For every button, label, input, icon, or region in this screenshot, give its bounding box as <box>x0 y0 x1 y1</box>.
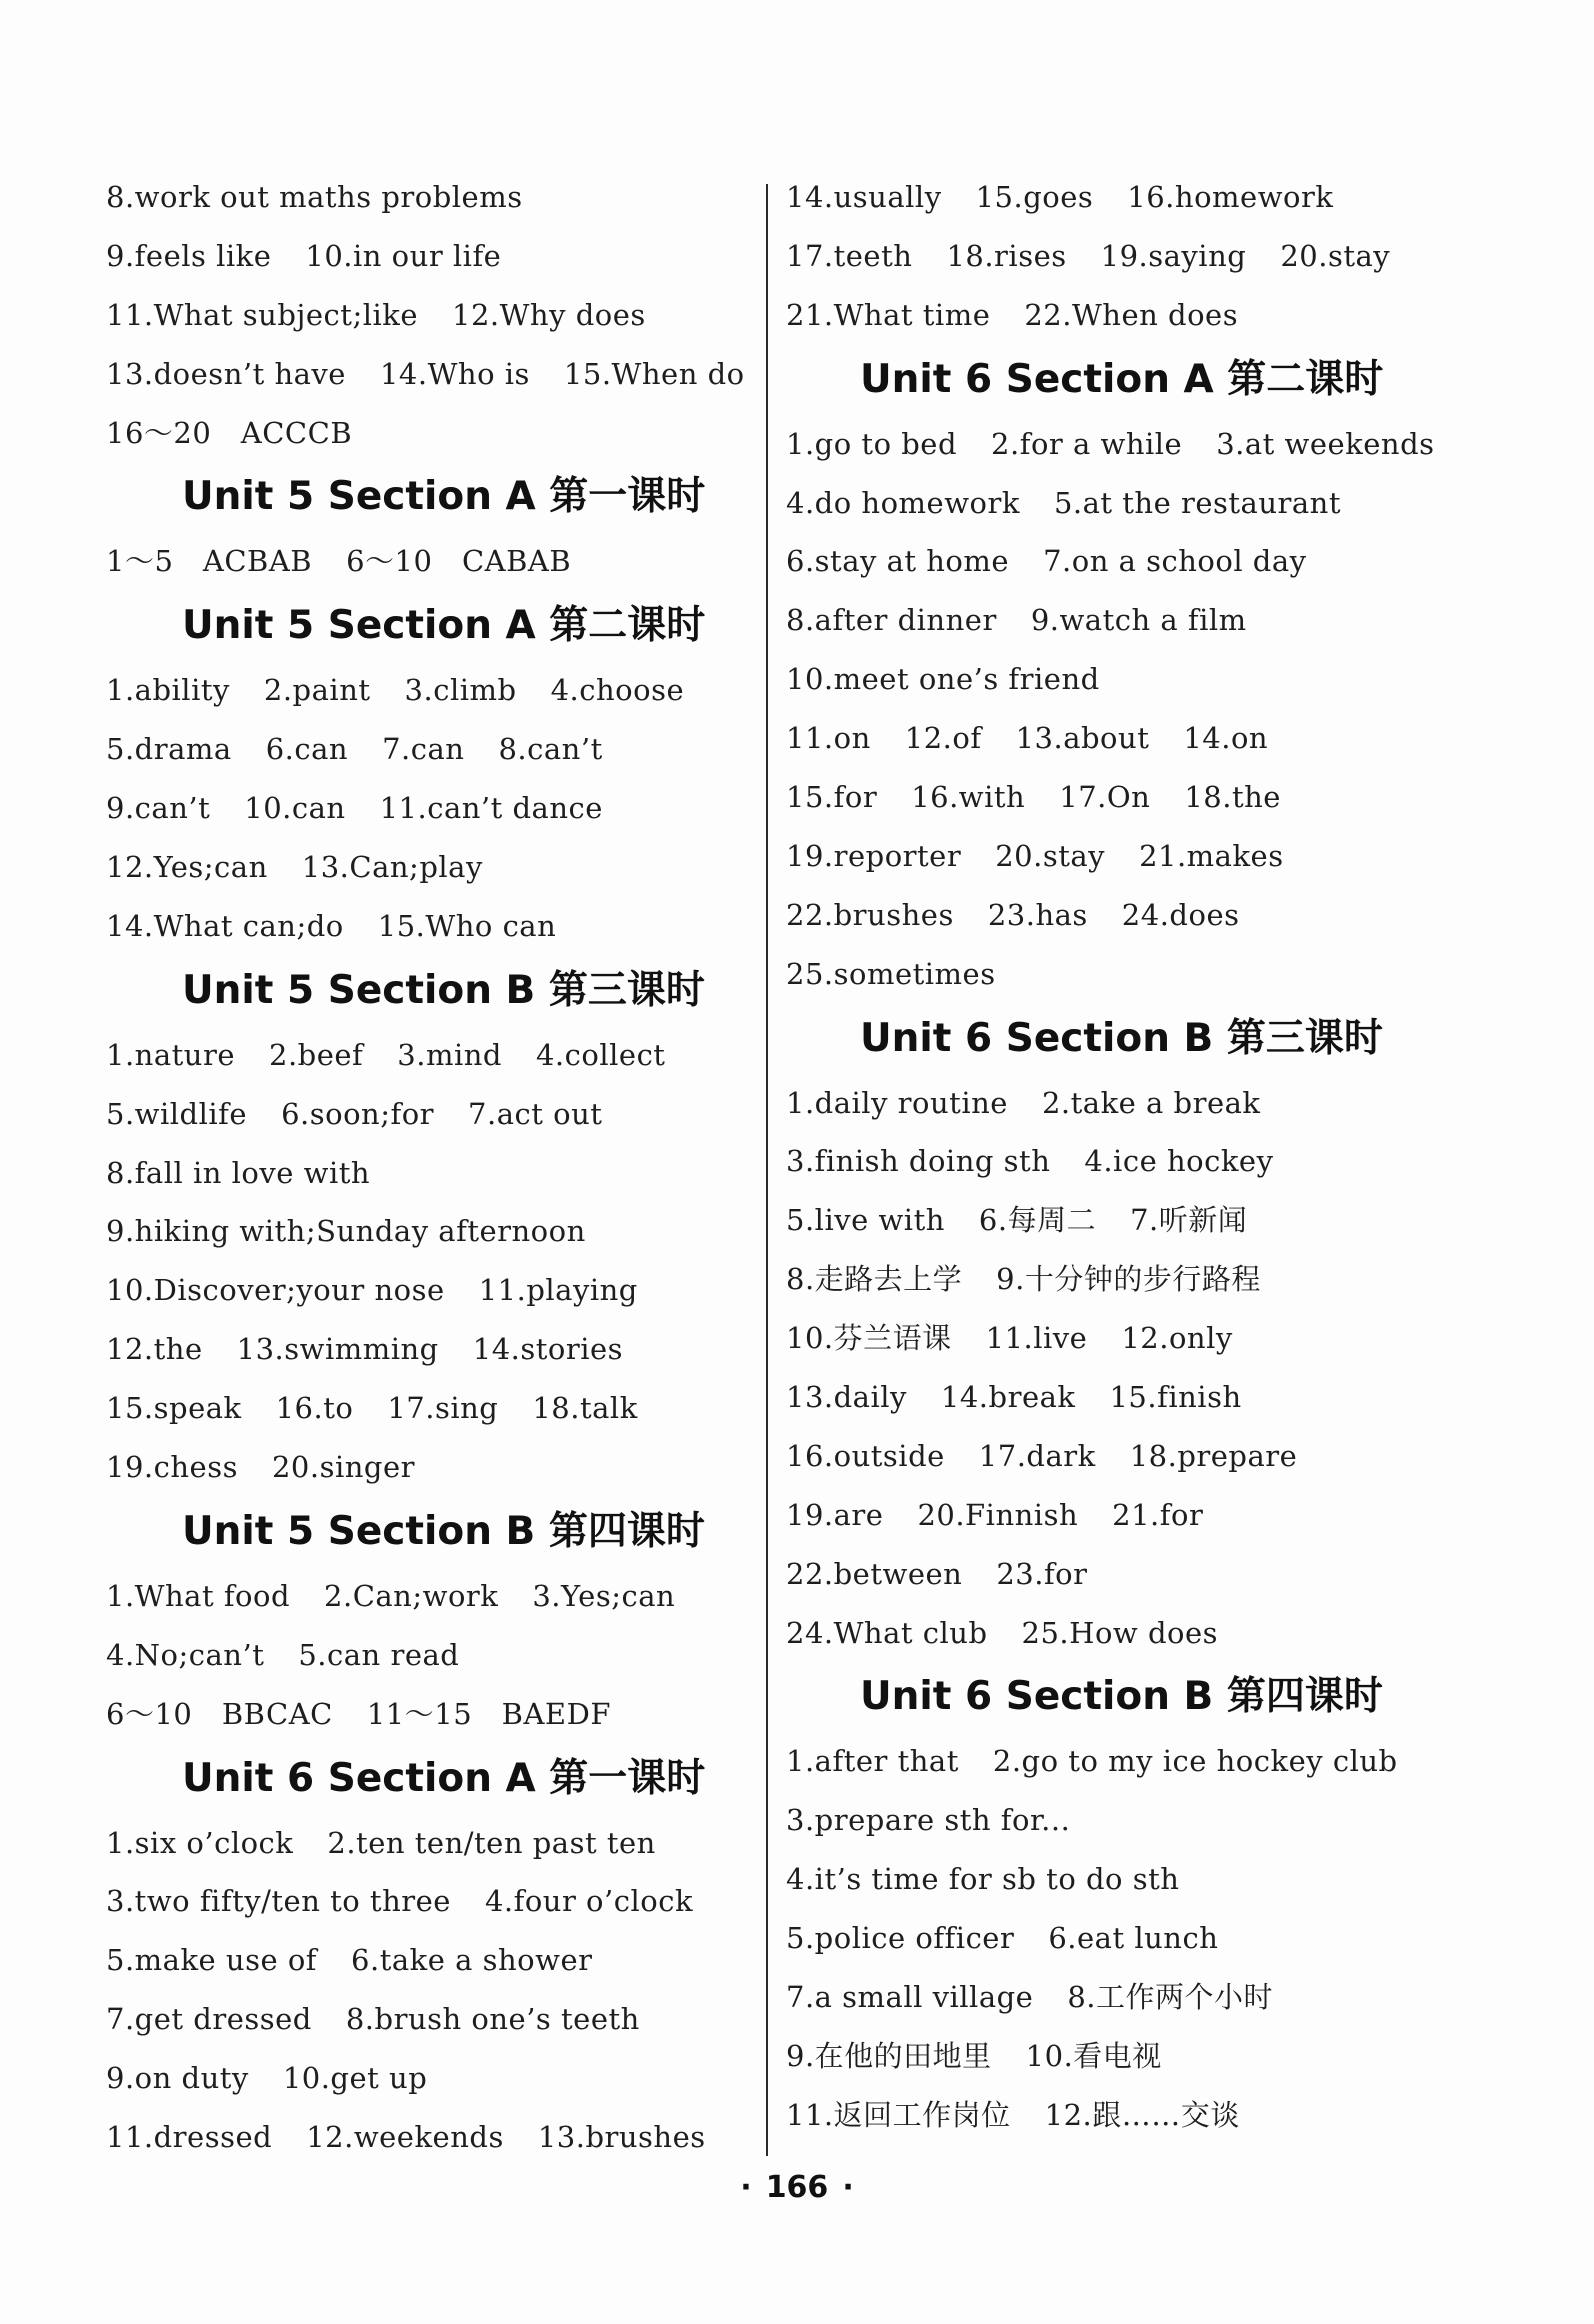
answer-line <box>786 168 1446 227</box>
answer-item: 13.Can;play <box>301 850 483 885</box>
answer-item: 6.stay at home <box>786 544 1010 579</box>
answer-item: 11.playing <box>478 1273 638 1308</box>
answer-item: 4.No;can’t <box>106 1637 265 1672</box>
answer-line <box>106 720 746 779</box>
answer-line <box>786 1486 1446 1545</box>
answer-item: 10.meet one’s friend <box>786 662 1100 697</box>
answer-item: 5.live with <box>786 1203 945 1238</box>
answer-item: 14.What can;do <box>106 908 344 943</box>
answer-item: 6～10 CABAB <box>346 544 572 579</box>
answer-item: 1.daily routine <box>786 1085 1008 1120</box>
answer-item: 1.What food <box>106 1578 291 1613</box>
answer-item: 12.the <box>106 1332 203 1367</box>
answer-item: 4.do homework <box>786 485 1020 520</box>
answer-item: 6～10 BBCAC <box>106 1696 333 1731</box>
answer-item: 9.feels like <box>106 238 272 273</box>
answer-item: 9.watch a film <box>1030 603 1247 638</box>
answer-item: 19.are <box>786 1497 884 1532</box>
answer-line <box>106 1438 746 1497</box>
answer-line <box>786 886 1446 945</box>
answer-item: 6.soon;for <box>281 1096 435 1131</box>
answer-line <box>106 404 746 463</box>
answer-item: 7.get dressed <box>106 2002 312 2037</box>
answer-item: 8.工作两个小时 <box>1067 1980 1274 2015</box>
answer-line <box>106 1626 746 1685</box>
answer-item: 17.On <box>1059 780 1151 815</box>
answer-line <box>106 2049 746 2108</box>
answer-item: 1.ability <box>106 673 230 708</box>
answer-item: 10.in our life <box>305 238 502 273</box>
answer-item: 15.goes <box>975 180 1094 214</box>
answer-line <box>106 1685 746 1744</box>
answer-line <box>106 286 746 345</box>
answer-item: 7.act out <box>468 1096 603 1131</box>
answer-item: 7.a small village <box>786 1980 1034 2015</box>
answer-line <box>786 1732 1446 1791</box>
page-number: 166 <box>765 2170 829 2205</box>
page-footer <box>0 2170 1594 2205</box>
answer-item: 2.ten ten/ten past ten <box>327 1825 656 1860</box>
answer-item: 15.speak <box>106 1391 242 1426</box>
answer-item: 1.after that <box>786 1744 959 1779</box>
answer-item: 23.has <box>987 897 1088 932</box>
answer-item: 5.make use of <box>106 1943 318 1978</box>
answer-line <box>106 661 746 720</box>
answer-item: 4.four o’clock <box>484 1884 694 1919</box>
answer-item: 5.can read <box>298 1637 460 1672</box>
answer-line <box>786 415 1446 474</box>
answer-line <box>106 1261 746 1320</box>
answer-line <box>786 1909 1446 1968</box>
answer-item: 19.saying <box>1100 238 1247 273</box>
answer-item: 14.Who is <box>379 356 530 391</box>
answer-item: 15.for <box>786 780 878 815</box>
answer-item: 13.daily <box>786 1380 907 1415</box>
answer-line <box>106 1320 746 1379</box>
answer-line <box>786 1850 1446 1909</box>
answer-item: 2.take a break <box>1041 1085 1261 1120</box>
answer-item: 22.When does <box>1024 297 1239 332</box>
answer-item: 10.can <box>244 791 346 826</box>
answer-item: 19.reporter <box>786 838 962 873</box>
answer-item: 12.Why does <box>452 297 646 332</box>
answer-item: 22.between <box>786 1556 963 1591</box>
answer-line <box>786 1791 1446 1850</box>
answer-item: 9.十分钟的步行路程 <box>996 1262 1261 1297</box>
answer-item: 2.beef <box>269 1037 364 1072</box>
answer-line <box>786 591 1446 650</box>
answer-line <box>106 897 746 956</box>
answer-item: 12.weekends <box>306 2120 504 2155</box>
answer-line <box>106 1567 746 1626</box>
answer-item: 3.at weekends <box>1216 426 1435 461</box>
answer-line <box>786 1132 1446 1191</box>
answer-item: 5.police officer <box>786 1921 1015 1956</box>
answer-line <box>106 168 746 227</box>
answer-item: 7.can <box>382 732 465 767</box>
answer-item: 1.nature <box>106 1037 235 1072</box>
answer-item: 15.finish <box>1109 1380 1242 1415</box>
answer-item: 18.the <box>1184 780 1281 815</box>
answer-item: 12.跟……交谈 <box>1044 2097 1240 2132</box>
answer-item: 13.swimming <box>236 1332 439 1367</box>
answer-item: 12.Yes;can <box>106 850 268 885</box>
section-heading: Unit 6 Section B 第四课时 <box>860 1674 1383 1720</box>
answer-item: 20.stay <box>995 838 1106 873</box>
answer-item: 5.at the restaurant <box>1053 485 1341 520</box>
answer-line <box>786 227 1446 286</box>
footer-dot-right: · <box>842 2170 854 2205</box>
section-heading: Unit 6 Section B 第三课时 <box>860 1015 1383 1061</box>
answer-item: 9.can’t <box>106 791 211 826</box>
answer-item: 6.每周二 <box>978 1203 1097 1238</box>
answer-item: 9.on duty <box>106 2061 249 2096</box>
answer-item: 1.six o’clock <box>106 1825 294 1860</box>
answer-item: 12.only <box>1121 1321 1233 1356</box>
answer-line <box>786 532 1446 591</box>
answer-line <box>786 650 1446 709</box>
answer-item: 18.talk <box>532 1391 638 1426</box>
answer-item: 4.it’s time for sb to do sth <box>786 1862 1180 1897</box>
answer-item: 14.stories <box>472 1332 624 1367</box>
answer-item: 8.can’t <box>498 732 603 767</box>
answer-item: 6.take a shower <box>351 1943 593 1978</box>
answer-item: 3.Yes;can <box>532 1578 676 1613</box>
answer-item: 15.Who can <box>377 908 557 943</box>
answer-item: 11.dressed <box>106 2120 273 2155</box>
answer-line <box>786 2086 1446 2145</box>
answer-item: 17.dark <box>978 1438 1096 1473</box>
section-heading: Unit 5 Section B 第四课时 <box>182 1508 705 1554</box>
answer-line <box>786 1368 1446 1427</box>
answer-item: 9.hiking with;Sunday afternoon <box>106 1214 586 1249</box>
answer-item: 4.collect <box>535 1037 666 1072</box>
answer-item: 19.chess <box>106 1450 238 1485</box>
answer-line <box>786 709 1446 768</box>
answer-item: 21.makes <box>1139 838 1284 873</box>
answer-item: 10.get up <box>282 2061 428 2096</box>
answer-item: 8.after dinner <box>786 603 997 638</box>
answer-item: 24.does <box>1121 897 1240 932</box>
answer-item: 8.走路去上学 <box>786 1262 963 1297</box>
answer-item: 4.ice hockey <box>1084 1144 1274 1179</box>
answer-item: 1～5 ACBAB <box>106 544 313 579</box>
answer-item: 9.在他的田地里 <box>786 2038 992 2073</box>
answer-item: 16.to <box>275 1391 354 1426</box>
answer-item: 20.Finnish <box>917 1497 1079 1532</box>
answer-item: 2.Can;work <box>324 1578 499 1613</box>
answer-item: 8.brush one’s teeth <box>345 2002 640 2037</box>
answer-line <box>106 1990 746 2049</box>
answer-item: 11～15 BAEDF <box>366 1696 611 1731</box>
answer-item: 10.Discover;your nose <box>106 1273 445 1308</box>
answer-line <box>106 1814 746 1873</box>
right-column <box>786 168 1446 2145</box>
answer-line <box>786 1968 1446 2027</box>
answer-item: 6.can <box>265 732 349 767</box>
answer-item: 7.听新闻 <box>1130 1203 1248 1238</box>
answer-item: 13.about <box>1015 721 1150 756</box>
answer-item: 2.for a while <box>991 426 1183 461</box>
answer-line <box>786 1074 1446 1133</box>
answer-item: 18.prepare <box>1129 1438 1298 1473</box>
answer-item: 13.doesn’t have <box>106 356 346 391</box>
section-heading: Unit 6 Section A 第二课时 <box>860 356 1384 402</box>
answer-line <box>106 345 746 404</box>
answer-item: 5.wildlife <box>106 1096 248 1131</box>
answer-line <box>786 474 1446 533</box>
answer-item: 1.go to bed <box>786 426 958 461</box>
answer-item: 16.with <box>911 780 1026 815</box>
section-heading: Unit 5 Section B 第三课时 <box>182 967 705 1013</box>
answer-item: 17.teeth <box>786 238 913 273</box>
answer-item: 3.climb <box>404 673 517 708</box>
answer-line <box>786 827 1446 886</box>
answer-item: 8.fall in love with <box>106 1155 371 1190</box>
answer-item: 7.on a school day <box>1043 544 1307 579</box>
answer-item: 16～20 ACCCB <box>106 415 353 450</box>
answer-line <box>786 1545 1446 1604</box>
answer-item: 14.break <box>940 1380 1076 1415</box>
answer-item: 20.singer <box>271 1450 416 1485</box>
answer-line <box>106 2108 746 2167</box>
answer-item: 24.What club <box>786 1615 988 1650</box>
answer-item: 5.drama <box>106 732 232 767</box>
answer-line <box>106 227 746 286</box>
answer-item: 3.mind <box>397 1037 502 1072</box>
answer-item: 14.usually <box>786 180 942 214</box>
answer-line <box>786 768 1446 827</box>
answer-item: 3.two fifty/ten to three <box>106 1884 451 1919</box>
answer-line <box>106 1379 746 1438</box>
answer-line <box>786 286 1446 345</box>
answer-item: 13.brushes <box>537 2120 706 2155</box>
answer-item: 21.What time <box>786 297 991 332</box>
answer-item: 11.What subject;like <box>106 297 418 332</box>
section-heading: Unit 6 Section A 第一课时 <box>182 1755 706 1801</box>
answer-item: 15.When do <box>563 356 745 391</box>
answer-item: 16.homework <box>1127 180 1334 214</box>
answer-item: 11.返回工作岗位 <box>786 2097 1011 2132</box>
answer-line <box>786 1309 1446 1368</box>
answer-line <box>106 1202 746 1261</box>
section-heading: Unit 5 Section A 第一课时 <box>182 474 706 520</box>
answer-item: 11.can’t dance <box>379 791 603 826</box>
answer-item: 18.rises <box>946 238 1067 273</box>
answer-item: 11.live <box>985 1321 1088 1356</box>
answer-line <box>786 2027 1446 2086</box>
answer-line <box>786 945 1446 1004</box>
answer-item: 23.for <box>996 1556 1088 1591</box>
answer-line <box>106 532 746 591</box>
answer-line <box>106 838 746 897</box>
answer-item: 20.stay <box>1280 238 1391 273</box>
answer-item: 11.on <box>786 721 871 756</box>
answer-item: 8.work out maths problems <box>106 180 523 214</box>
answer-item: 10.芬兰语课 <box>786 1321 952 1356</box>
answer-item: 3.prepare sth for... <box>786 1803 1071 1838</box>
answer-line <box>106 1872 746 1931</box>
answer-line <box>106 1144 746 1203</box>
section-heading: Unit 5 Section A 第二课时 <box>182 603 706 649</box>
answer-item: 21.for <box>1112 1497 1204 1532</box>
answer-line <box>106 1085 746 1144</box>
answer-line <box>106 1931 746 1990</box>
answer-item: 14.on <box>1183 721 1269 756</box>
answer-line <box>106 779 746 838</box>
answer-item: 25.sometimes <box>786 956 996 991</box>
answer-item: 12.of <box>904 721 982 756</box>
answer-line <box>106 1026 746 1085</box>
answer-line <box>786 1250 1446 1309</box>
left-column <box>106 168 746 2167</box>
answer-item: 2.paint <box>263 673 371 708</box>
answer-item: 16.outside <box>786 1438 945 1473</box>
answer-item: 3.finish doing sth <box>786 1144 1051 1179</box>
answer-item: 22.brushes <box>786 897 954 932</box>
answer-item: 6.eat lunch <box>1048 1921 1219 1956</box>
answer-item: 17.sing <box>387 1391 499 1426</box>
answer-line <box>786 1191 1446 1250</box>
answer-item: 2.go to my ice hockey club <box>992 1744 1398 1779</box>
answer-line <box>786 1427 1446 1486</box>
answer-line <box>786 1604 1446 1663</box>
answer-item: 10.看电视 <box>1025 2038 1162 2073</box>
answer-item: 4.choose <box>550 673 685 708</box>
column-divider <box>766 184 768 2156</box>
footer-dot-left: · <box>740 2170 752 2205</box>
answer-item: 25.How does <box>1021 1615 1219 1650</box>
